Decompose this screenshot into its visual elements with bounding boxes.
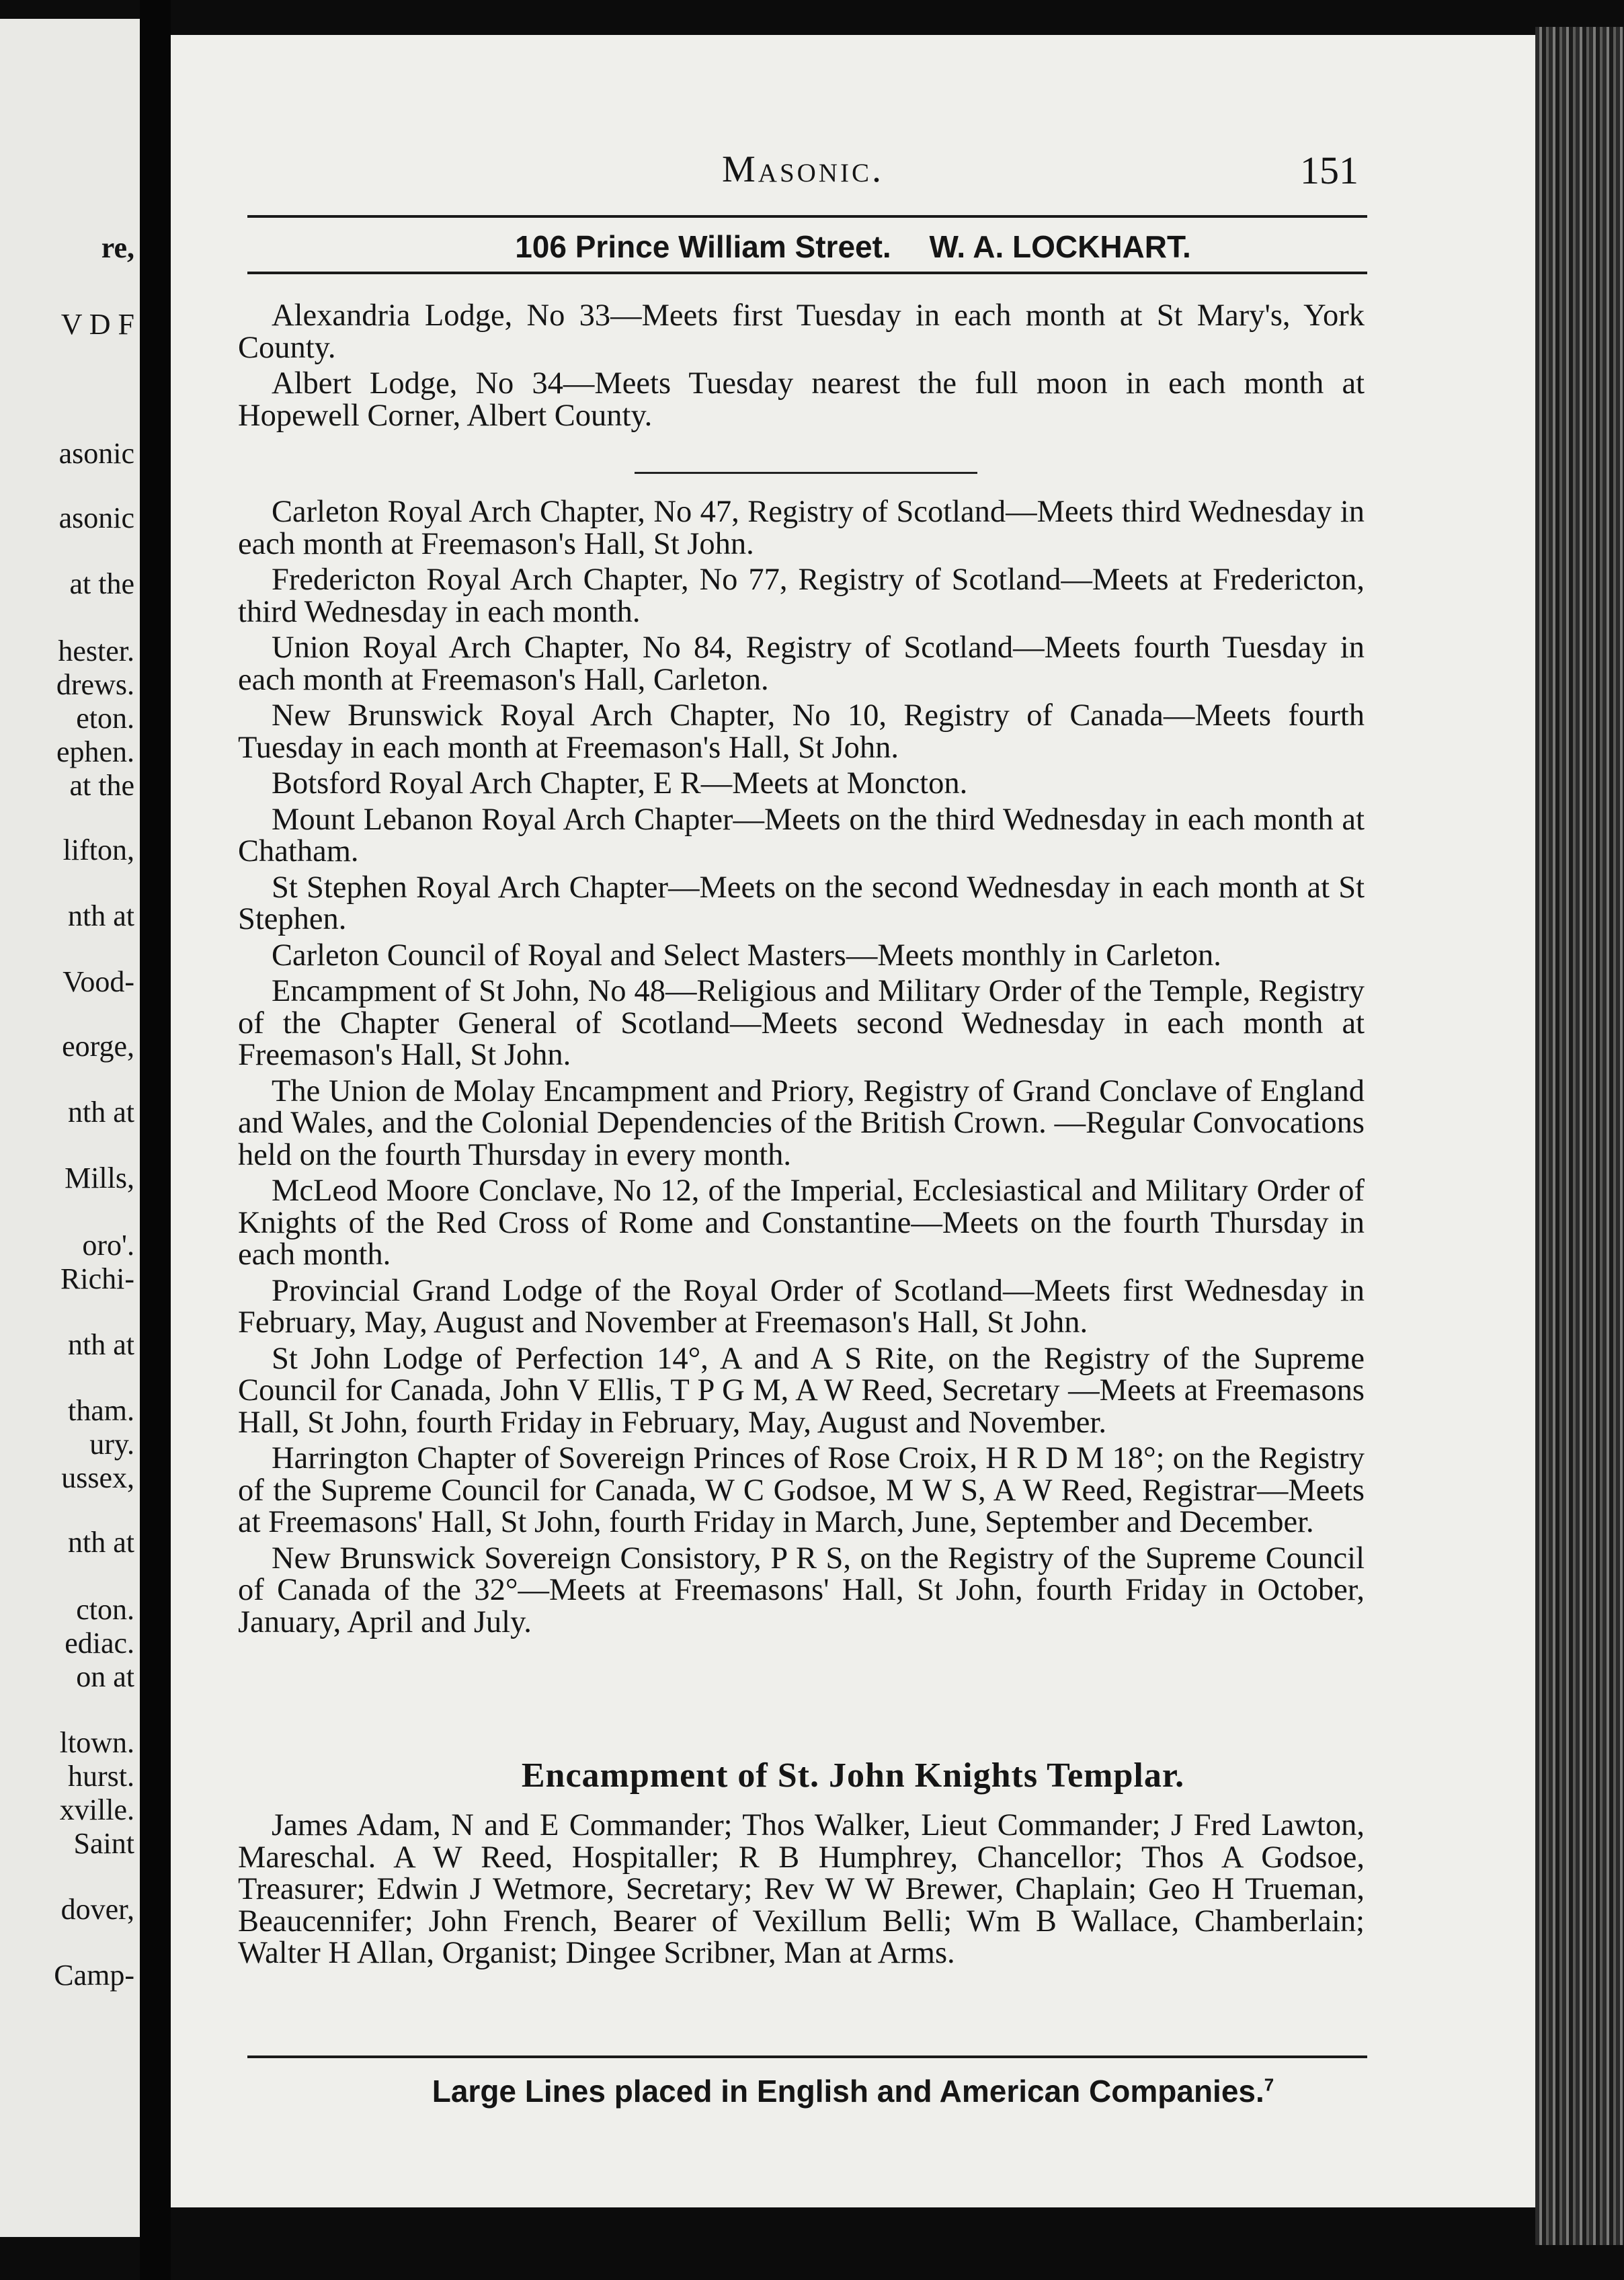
left-page-fragment: nth at	[68, 1096, 134, 1129]
page-number: 151	[1300, 149, 1358, 192]
lodges-section	[238, 300, 1365, 436]
left-page-fragment: eorge,	[62, 1030, 134, 1063]
left-page-fragment: V D F	[60, 308, 134, 341]
header-rule	[247, 215, 1367, 218]
left-page-fragment: asonic	[58, 501, 134, 534]
chapter-entry: McLeod Moore Conclave, No 12, of the Imperial, Ecclesiastical and Military Order of Knights of the Red Cross of Rome and Constantine—Meets on the fourth Thursday in each month.	[238, 1174, 1365, 1272]
left-page-fragment: dover,	[60, 1893, 134, 1926]
left-page-fragment: cton.	[76, 1593, 134, 1626]
chapter-entry: Harrington Chapter of Sovereign Princes of Rose Croix, H R D M 18°; on the Registry of the Supreme Council for Canada, W C Godsoe, M W S, A W Reed, Registrar—Meets at Freemasons' Hall, St John, fourth Friday in March, June, September and December.	[238, 1441, 1365, 1539]
section-divider	[635, 472, 977, 474]
knights-templar-officers	[238, 1809, 1365, 1973]
left-page-fragment: ury.	[89, 1428, 134, 1461]
top-ad-rule	[247, 272, 1367, 274]
left-page-fragment: at the	[69, 567, 134, 600]
bottom-ad-text: Large Lines placed in English and American Companies.	[432, 2074, 1264, 2109]
chapter-entry: New Brunswick Royal Arch Chapter, No 10, Registry of Canada—Meets fourth Tuesday in each month at Freemason's Hall, St John.	[238, 698, 1365, 765]
left-page-fragment: nth at	[68, 899, 134, 932]
left-page-fragment: nth at	[68, 1328, 134, 1361]
page-title: Masonic.	[722, 149, 884, 190]
running-head	[171, 148, 1535, 208]
left-page-fragment: Saint	[73, 1827, 134, 1860]
left-page-fragment: Richi-	[60, 1262, 134, 1295]
knights-templar-heading: Encampment of St. John Knights Templar.	[521, 1756, 1185, 1795]
left-page-fragment: on at	[76, 1660, 134, 1693]
chapter-entry: Fredericton Royal Arch Chapter, No 77, Registry of Scotland—Meets at Fredericton, third Wednesday in each month.	[238, 563, 1365, 629]
ad-name: W. A. LOCKHART.	[929, 229, 1191, 264]
left-page-fragment: Vood-	[63, 965, 134, 998]
left-facing-page	[0, 19, 140, 2237]
chapter-entry: The Union de Molay Encampment and Priory, Registry of Grand Conclave of England and Wales, and the Colonial Dependencies of the British Crown. —Regular Convocations held on the fourth Thursday in every month.	[238, 1073, 1365, 1172]
officers-list: James Adam, N and E Commander; Thos Walker, Lieut Commander; J Fred Lawton, Mareschal. A W Reed, Hospitaller; R B Humphrey, Chancellor; Thos A Godsoe, Treasurer; Edwin J Wetmore, Secretary; Rev W W Brewer, Chaplain; Geo H Trueman, Beaucennifer; John French, Bearer of Vexillum Belli; Wm B Wallace, Chamberlain; Walter H Allan, Organist; Dingee Scribner, Man at Arms.	[238, 1808, 1365, 1970]
lodge-entry: Alexandria Lodge, No 33—Meets first Tuesday in each month at St Mary's, York County.	[238, 298, 1365, 365]
left-page-fragment: Camp-	[54, 1959, 134, 1992]
left-page-fragment: drews.	[56, 668, 134, 701]
left-page-fragment: asonic	[58, 437, 134, 470]
left-page-fragment: ltown.	[59, 1726, 134, 1759]
bottom-advertisement	[171, 2073, 1535, 2109]
chapter-entry: Carleton Royal Arch Chapter, No 47, Registry of Scotland—Meets third Wednesday in each month at Freemason's Hall, St John.	[238, 495, 1365, 561]
left-page-fragment: oro'.	[82, 1229, 134, 1262]
book-gutter	[140, 0, 171, 2280]
lodge-entry: Albert Lodge, No 34—Meets Tuesday nearest the full moon in each month at Hopewell Corner, Albert County.	[238, 366, 1365, 433]
left-page-fragment: nth at	[68, 1526, 134, 1559]
chapter-entry: St Stephen Royal Arch Chapter—Meets on the second Wednesday in each month at St Stephen.	[238, 870, 1365, 936]
chapter-entry: Encampment of St John, No 48—Religious and Military Order of the Temple, Registry of the Chapter General of Scotland—Meets second Wednesday in each month at Freemason's Hall, St John.	[238, 974, 1365, 1072]
chapter-entry: St John Lodge of Perfection 14°, A and A S Rite, on the Registry of the Supreme Council for Canada, John V Ellis, T P G M, A W Reed, Secretary —Meets at Freemasons Hall, St John, fourth Friday in February, May, August and November.	[238, 1341, 1365, 1440]
left-page-fragment: Mills,	[65, 1162, 134, 1194]
chapter-entry: Botsford Royal Arch Chapter, E R—Meets at Moncton.	[272, 766, 968, 801]
left-page-fragment: ediac.	[65, 1627, 134, 1660]
top-advertisement	[171, 229, 1535, 265]
chapter-entry: Provincial Grand Lodge of the Royal Order of Scotland—Meets first Wednesday in February, May, August and November at Freemason's Hall, St John.	[238, 1273, 1365, 1340]
chapter-entry: New Brunswick Sovereign Consistory, P R S, on the Registry of the Supreme Council of Canada of the 32°—Meets at Freemasons' Hall, St John, fourth Friday in October, January, April and July.	[238, 1541, 1365, 1639]
left-page-fragment: xville.	[59, 1793, 134, 1826]
left-page-fragment: tham.	[68, 1394, 134, 1427]
page-stack-edge	[1535, 27, 1624, 2245]
chapter-entry: Union Royal Arch Chapter, No 84, Registry of Scotland—Meets fourth Tuesday in each month at Freemason's Hall, Carleton.	[238, 630, 1365, 697]
left-page-fragment: hester.	[58, 635, 134, 667]
left-page-fragment: lifton,	[63, 833, 134, 866]
left-page-fragment: ussex,	[61, 1461, 134, 1494]
chapter-entry: Carleton Council of Royal and Select Masters—Meets monthly in Carleton.	[272, 938, 1221, 973]
chapter-entry: Mount Lebanon Royal Arch Chapter—Meets on the third Wednesday in each month at Chatham.	[238, 802, 1365, 868]
chapters-section	[238, 496, 1365, 1642]
ad-address: 106 Prince William Street.	[515, 229, 891, 264]
left-page-fragment: re,	[101, 231, 134, 264]
book-page	[171, 35, 1535, 2207]
left-page-fragment: ephen.	[56, 735, 134, 768]
left-page-fragment: at the	[69, 769, 134, 802]
signature-mark: 7	[1264, 2074, 1274, 2095]
left-page-fragment: eton.	[76, 702, 134, 735]
footer-rule	[247, 2055, 1367, 2058]
left-page-fragment: hurst.	[68, 1760, 134, 1793]
